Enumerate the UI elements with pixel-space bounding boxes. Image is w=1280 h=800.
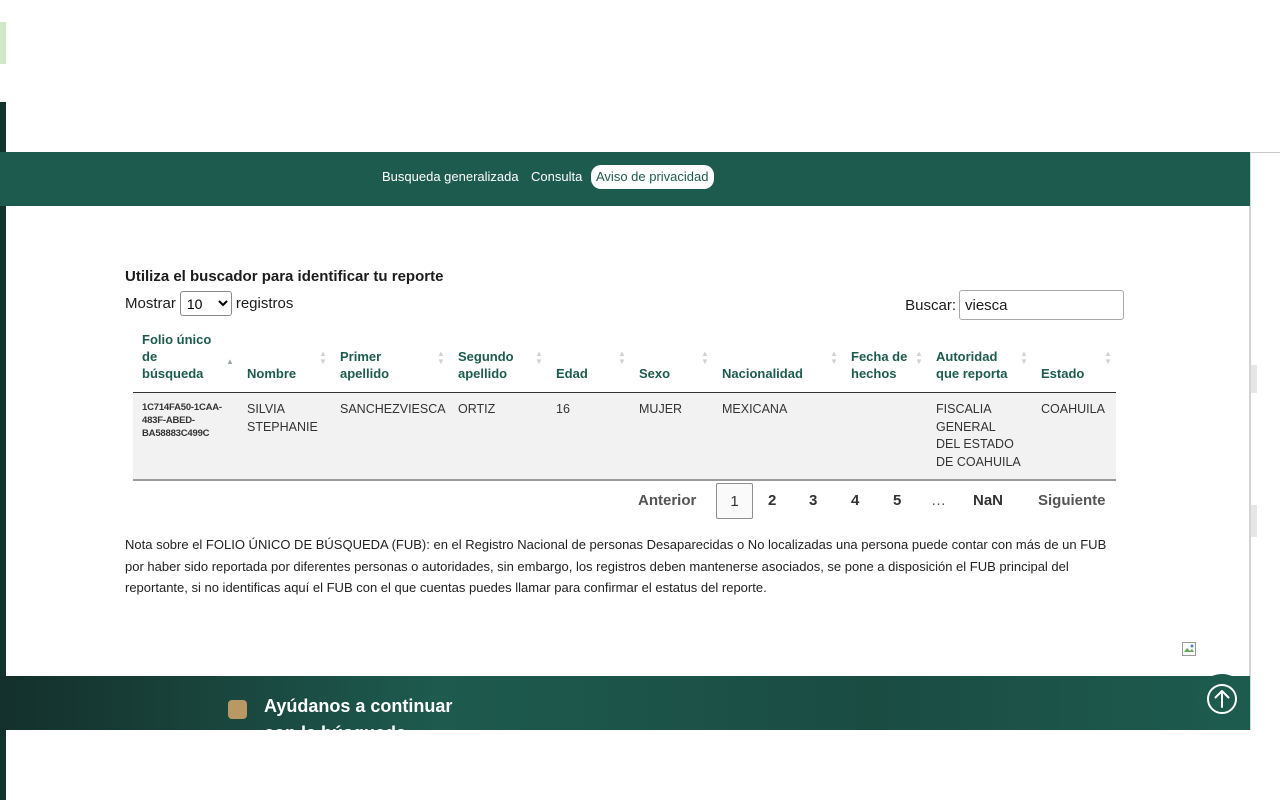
nav-aviso-privacidad[interactable]: Aviso de privacidad: [591, 165, 714, 189]
cell-nombre: SILVIA STEPHANIE: [238, 393, 331, 481]
column-header-estado[interactable]: [1032, 328, 1116, 393]
right-scroll-rule: [1249, 152, 1251, 730]
cell-sexo: MUJER: [630, 393, 713, 481]
column-header-label: Folio único de búsqueda: [142, 332, 212, 381]
column-header-label: Fecha de hechos: [851, 349, 908, 381]
cell-nacionalidad: MEXICANA: [713, 393, 842, 481]
search-control: [905, 290, 1124, 320]
show-suffix: registros: [235, 295, 294, 312]
sort-icon: ▲ ▼: [1020, 349, 1028, 366]
top-divider: [1250, 152, 1280, 153]
table-header-row: [133, 328, 1116, 393]
column-header-label: Estado: [1041, 366, 1085, 381]
sort-icon: ▲ ▼: [319, 349, 327, 366]
sort-icon: ▲ ▼: [618, 349, 626, 366]
sort-icon: ▲ ▼: [437, 349, 445, 366]
search-input[interactable]: [959, 290, 1124, 320]
pagination-page-2[interactable]: 2: [768, 492, 777, 509]
footer-banner: [0, 676, 1250, 743]
column-header-nacionalidad[interactable]: [713, 328, 842, 393]
pagination: [125, 483, 1125, 523]
nav-consulta[interactable]: Consulta: [531, 169, 583, 184]
results-table: [133, 328, 1116, 481]
pagination-page-4[interactable]: 4: [851, 492, 860, 509]
cell-primer-apellido: SANCHEZVIESCA: [331, 393, 449, 481]
sort-icon: ▲ ▼: [535, 349, 543, 366]
cell-folio: 1C714FA50-1CAA-483F-ABED-BA58883C499C: [133, 393, 238, 481]
cell-autoridad: FISCALIA GENERAL DEL ESTADO DE COAHUILA: [927, 393, 1032, 481]
column-header-sexo[interactable]: [630, 328, 713, 393]
column-header-edad[interactable]: [547, 328, 630, 393]
pagination-page-1[interactable]: 1: [716, 483, 753, 519]
footer-title-continued: con la búsqueda: [264, 723, 407, 743]
sort-icon: ▲ ▼: [701, 349, 709, 366]
cell-estado: COAHUILA: [1032, 393, 1116, 481]
table-row[interactable]: [133, 393, 1116, 481]
search-label: Buscar:: [905, 296, 956, 314]
fub-note: Nota sobre el FOLIO ÚNICO DE BÚSQUEDA (FUB): en el Registro Nacional de personas Desaparecidas o No localizadas una persona puede contar con más de un FUB por haber sido reportada por diferentes personas o autoridades, sin embargo, los registros deben mantenerse asociados, se pone a disposición el FUB principal del reportante, si no identificas aquí el FUB con el que cuentas puedes llamar para confirmar el estatus del reporte.: [125, 537, 1107, 595]
column-header-label: Segundo apellido: [458, 349, 514, 381]
cell-edad: 16: [547, 393, 630, 481]
main-navbar: [0, 152, 1250, 206]
footer-bullet-icon: [228, 700, 247, 719]
sort-asc-icon: ▲: [226, 357, 234, 366]
column-header-label: Edad: [556, 366, 588, 381]
pagination-ellipsis: …: [931, 492, 946, 509]
column-header-label: Nacionalidad: [722, 366, 803, 381]
column-header-primer-apellido[interactable]: [331, 328, 449, 393]
page-length-select[interactable]: [180, 291, 232, 316]
scroll-to-top-button[interactable]: [1197, 674, 1247, 724]
sort-icon: ▲ ▼: [1104, 349, 1112, 366]
section-heading: Utiliza el buscador para identificar tu reporte: [125, 268, 444, 285]
broken-image-icon: [1182, 642, 1196, 656]
column-header-label: Sexo: [639, 366, 671, 381]
column-header-fecha-hechos[interactable]: [842, 328, 927, 393]
sort-icon: ▲ ▼: [915, 349, 923, 366]
arrow-up-circle-icon: [1197, 674, 1247, 724]
pagination-next[interactable]: Siguiente: [1038, 492, 1106, 509]
right-edge-fragment: [1251, 365, 1257, 393]
page-length-control: [125, 291, 293, 316]
pagination-page-5[interactable]: 5: [893, 492, 902, 509]
show-label: Mostrar: [125, 295, 176, 312]
right-edge-fragment: [1251, 505, 1257, 537]
cell-segundo-apellido: ORTIZ: [449, 393, 547, 481]
pagination-page-last[interactable]: NaN: [973, 492, 1004, 509]
sort-icon: ▲ ▼: [830, 349, 838, 366]
column-header-label: Primer apellido: [340, 349, 390, 381]
column-header-nombre[interactable]: [238, 328, 331, 393]
column-header-label: Nombre: [247, 366, 297, 381]
column-header-label: Autoridad que reporta: [936, 349, 1008, 381]
pagination-page-3[interactable]: 3: [809, 492, 818, 509]
footer-title: Ayúdanos a continuar: [264, 696, 453, 716]
column-header-autoridad[interactable]: [927, 328, 1032, 393]
column-header-folio[interactable]: [133, 328, 238, 393]
top-left-image-fragment: [0, 22, 6, 64]
nav-busqueda-generalizada[interactable]: Busqueda generalizada: [382, 169, 519, 184]
cell-fecha-hechos: [842, 393, 927, 481]
pagination-previous[interactable]: Anterior: [638, 492, 697, 509]
column-header-segundo-apellido[interactable]: [449, 328, 547, 393]
